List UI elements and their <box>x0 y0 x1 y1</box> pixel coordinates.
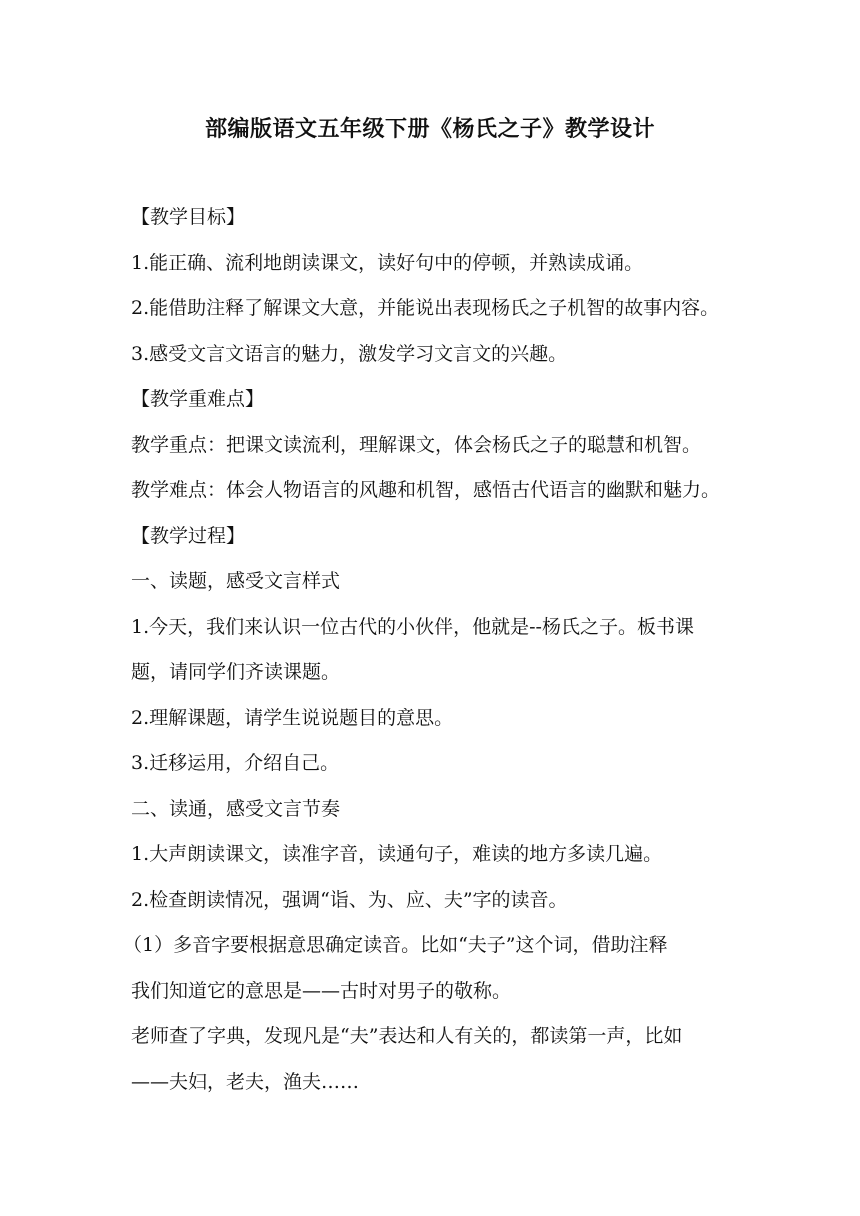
paragraph-line: 我们知道它的意思是——古时对男子的敬称。 <box>131 979 512 1002</box>
paragraph-line: 教学难点：体会人物语言的风趣和机智，感悟古代语言的幽默和魅力。 <box>131 479 721 501</box>
section-heading-objectives: 【教学目标】 <box>131 206 246 228</box>
paragraph-line: 1.能正确、流利地朗读课文，读好句中的停顿，并熟读成诵。 <box>131 251 644 274</box>
paragraph-line: 1.大声朗读课文，读准字音，读通句子，难读的地方多读几遍。 <box>131 843 663 865</box>
paragraph-line: 老师查了字典，发现凡是“夫”表达和人有关的，都读第一声，比如 <box>131 1025 683 1047</box>
document-title: 部编版语文五年级下册《杨氏之子》教学设计 <box>204 117 655 142</box>
subsection-heading: 二、读通，感受文言节奏 <box>131 797 341 820</box>
paragraph-line: 3.迁移运用，介绍自己。 <box>131 752 340 774</box>
subsection-heading: 一、读题，感受文言样式 <box>131 570 341 592</box>
section-heading-key-points: 【教学重难点】 <box>131 388 265 410</box>
paragraph-line: （1）多音字要根据意思确定读音。比如“夫子”这个词，借助注释 <box>123 934 668 956</box>
paragraph-line: 题，请同学们齐读课题。 <box>131 661 341 683</box>
section-heading-process: 【教学过程】 <box>131 524 246 547</box>
paragraph-line: ——夫妇，老夫，渔夫…… <box>131 1070 360 1093</box>
paragraph-line: 2.理解课题，请学生说说题目的意思。 <box>131 706 454 729</box>
paragraph-line: 3.感受文言文语言的魅力，激发学习文言文的兴趣。 <box>131 342 568 365</box>
paragraph-line: 2.检查朗读情况，强调“诣、为、应、夫”字的读音。 <box>131 888 568 911</box>
paragraph-line: 教学重点：把课文读流利，理解课文，体会杨氏之子的聪慧和机智。 <box>131 433 702 456</box>
document-body <box>123 195 743 1105</box>
paragraph-line: 2.能借助注释了解课文大意，并能说出表现杨氏之子机智的故事内容。 <box>131 297 720 319</box>
paragraph-line: 1.今天，我们来认识一位古代的小伙伴，他就是--杨氏之子。板书课 <box>131 615 694 638</box>
